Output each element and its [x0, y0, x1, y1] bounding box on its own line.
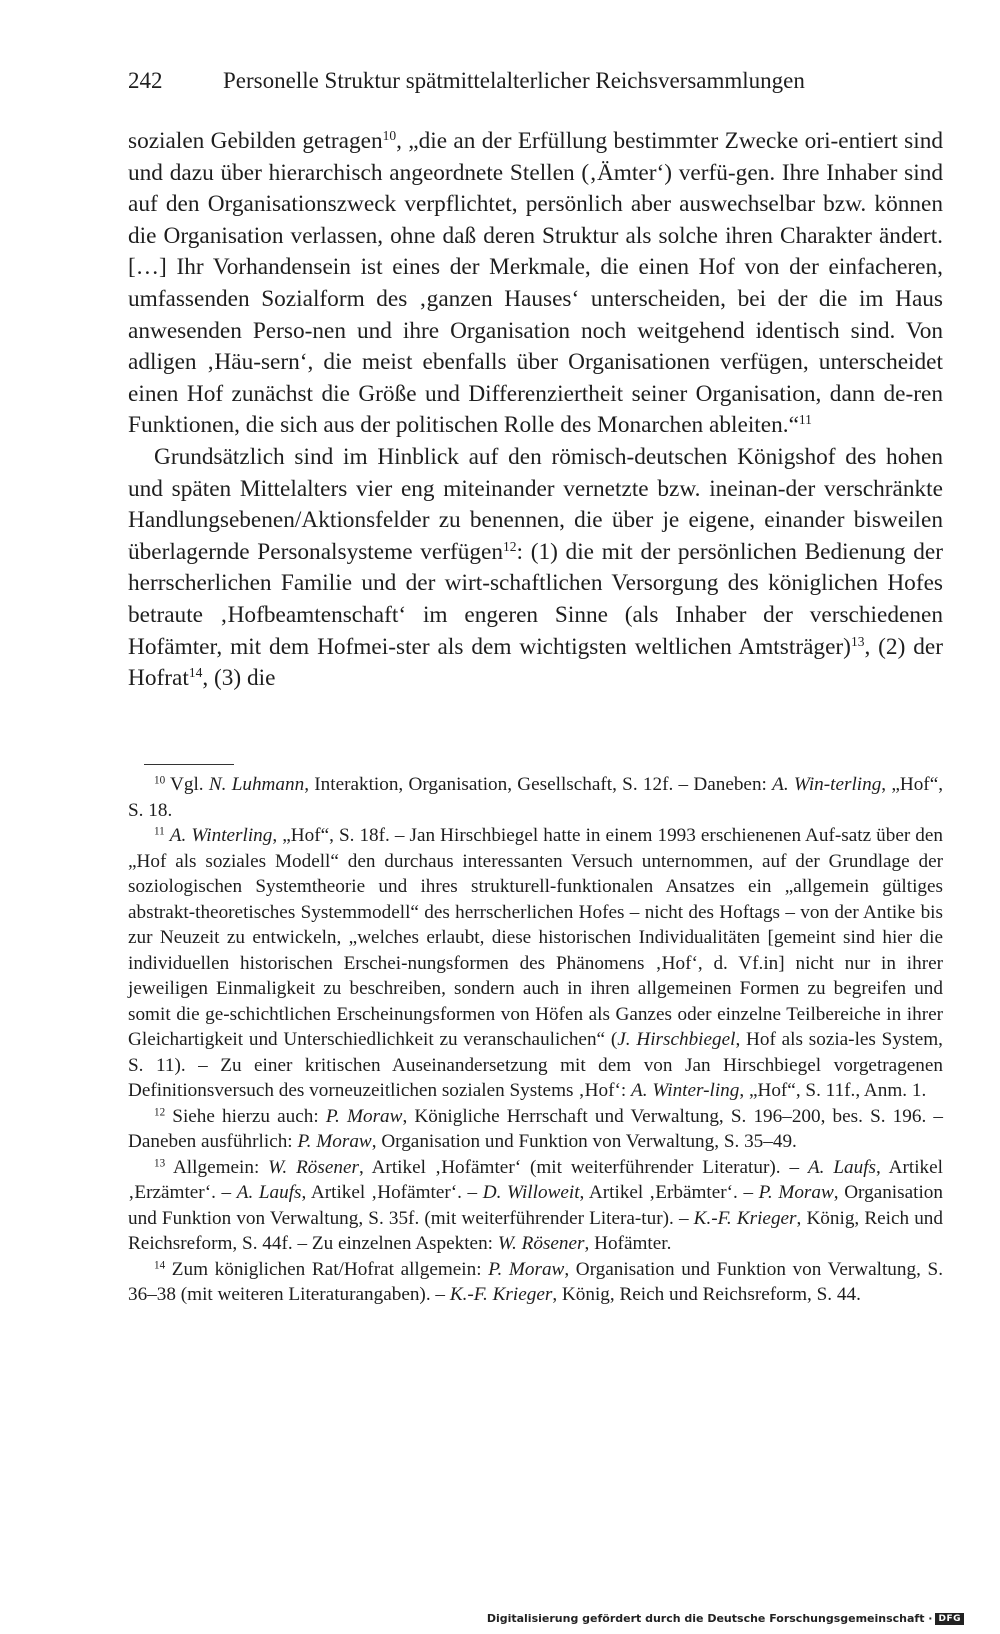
footnote-13: $^{13}$ Allgemein: W. Rösener, Artikel ‚Hofämter‘ (mit weiterführender Literatur). – A. Laufs, Artikel ‚Erzämter‘. – A. Laufs, Artikel ‚Hofämter‘. – D. Willoweit, Artikel ‚Erbämter‘. – P. Moraw, Organisation und Funktion von Verwaltung, S. 35f. (mit weiterführender Litera-tur). – K.-F. Krieger, König, Reich und Reichsreform, S. 44f. – Zu einzelnen Aspekten: W. Rösener, Hofämter.	[128, 1156, 943, 1254]
main-text	[128, 126, 943, 695]
paragraph-1: sozialen Gebilden getragen$^{10}$, „die an der Erfüllung bestimmter Zwecke ori-entiert sind und dazu über hierarchisch angeordnete Stellen (‚Ämter‘) verfü-gen. Ihre Inhaber sind auf den Organisationszweck verpflichtet, persönlich aber auswechselbar bzw. können die Organisation verlassen, ohne daß deren Struktur als solche ihren Charakter ändert. […] Ihr Vorhandensein ist eines der Merkmale, die einen Hof von der einfacheren, umfassenden Sozialform des ‚ganzen Hauses‘ unterscheiden, bei der die im Haus anwesenden Perso-nen und ihre Organisation noch weitgehend identisch sind. Von adligen ‚Häu-sern‘, die meist ebenfalls über Organisationen verfügen, unterscheidet einen Hof zunächst die Größe und Differenziertheit seiner Organisation, dann de-ren Funktionen, die sich aus der politischen Rolle des Monarchen ableiten.“$^{11}$	[128, 127, 943, 439]
footnote-ref-11[interactable]: 11	[798, 412, 812, 428]
page-number: 242	[128, 68, 163, 93]
footnotes	[128, 772, 943, 1308]
footnote-ref-14[interactable]: 14	[188, 665, 203, 680]
footnote-separator	[144, 764, 234, 765]
footnote-12: $^{12}$ Siehe hierzu auch: P. Moraw, Königliche Herrschaft und Verwaltung, S. 196–200, bes. S. 196. – Daneben ausführlich: P. Moraw, Organisation und Funktion von Verwaltung, S. 35–49.	[128, 1105, 943, 1152]
footnote-ref-12[interactable]: 12	[503, 538, 517, 554]
digitization-credit	[487, 1612, 964, 1625]
dfg-logo-icon: DFG	[935, 1613, 964, 1625]
footnote-11: $^{11}$ A. Winterling, „Hof“, S. 18f. – Jan Hirschbiegel hatte in einem 1993 erschienenen Auf-satz über den „Hof als soziales Modell“ den durchaus interessanten Versuch unternommen, auf der Grundlage der soziologischen Systemtheorie und ihres strukturell-funktionalen Ansatzes ein „allgemein gültiges abstrakt-theoretisches Systemmodell“ des herrscherlichen Hofes – nicht des Hoftags – von der Antike bis zur Neuzeit zu entwickeln, „welches erlaubt, diese historischen Individualitäten [gemeint sind hier die individuellen historischen Erschei-nungsformen des Phänomens ‚Hof‘, d. Vf.in] nicht nur in ihrer jeweiligen Einmaligkeit zu beschreiben, sondern auch in ihren allgemeinen Formen zu begreifen und somit die ge-schichtlichen Erscheinungsformen von Höfen als Ganzes oder einzelne Teilbereiche in ihrer Gleichartigkeit und Unterschiedlichkeit zu veranschaulichen“ (J. Hirschbiegel, Hof als sozia-les System, S. 11). – Zu einer kritischen Auseinandersetzung mit dem von Jan Hirschbiegel vorgetragenen Definitionsversuch des vorneuzeitlichen sozialen Systems ‚Hof‘: A. Winter-ling, „Hof“, S. 11f., Anm. 1.	[128, 825, 944, 1101]
running-title: Personelle Struktur spätmittelalterlicher Reichsversammlungen	[223, 68, 805, 93]
footnote-ref-13[interactable]: 13	[850, 633, 865, 649]
footnote-14: $^{14}$ Zum königlichen Rat/Hofrat allgemein: P. Moraw, Organisation und Funktion von Verwaltung, S. 36–38 (mit weiteren Literaturangaben). – K.-F. Krieger, König, Reich und Reichsreform, S. 44.	[128, 1258, 943, 1305]
running-header	[128, 66, 848, 96]
paragraph-2: Grundsätzlich sind im Hinblick auf den römisch-deutschen Königshof des hohen und späten Mittelalters vier eng miteinander vernetzte bzw. ineinan-der verschränkte Handlungsebenen/Aktionsfelder zu benennen, die über je eigene, einander bisweilen überlagernde Personalsysteme verfügen$^{12}$: (1) die mit der persönlichen Bedienung der herrscherlichen Familie und der wirt-schaftlichen Versorgung des königlichen Hofes betraute ‚Hofbeamtenschaft‘ im engeren Sinne (als Inhaber der verschiedenen Hofämter, mit dem Hofmei-ster als dem wichtigsten weltlichen Amtsträger)$^{13}$, (2) der Hofrat$^{14}$, (3) die	[128, 443, 944, 692]
credit-text: Digitalisierung gefördert durch die Deutsche Forschungsgemeinschaft ·	[486, 1612, 933, 1625]
footnote-ref-10[interactable]: 10	[382, 127, 397, 143]
footnote-10: $^{10}$ Vgl. N. Luhmann, Interaktion, Organisation, Gesellschaft, S. 12f. – Daneben: A. Win-terling, „Hof“, S. 18.	[128, 774, 944, 821]
